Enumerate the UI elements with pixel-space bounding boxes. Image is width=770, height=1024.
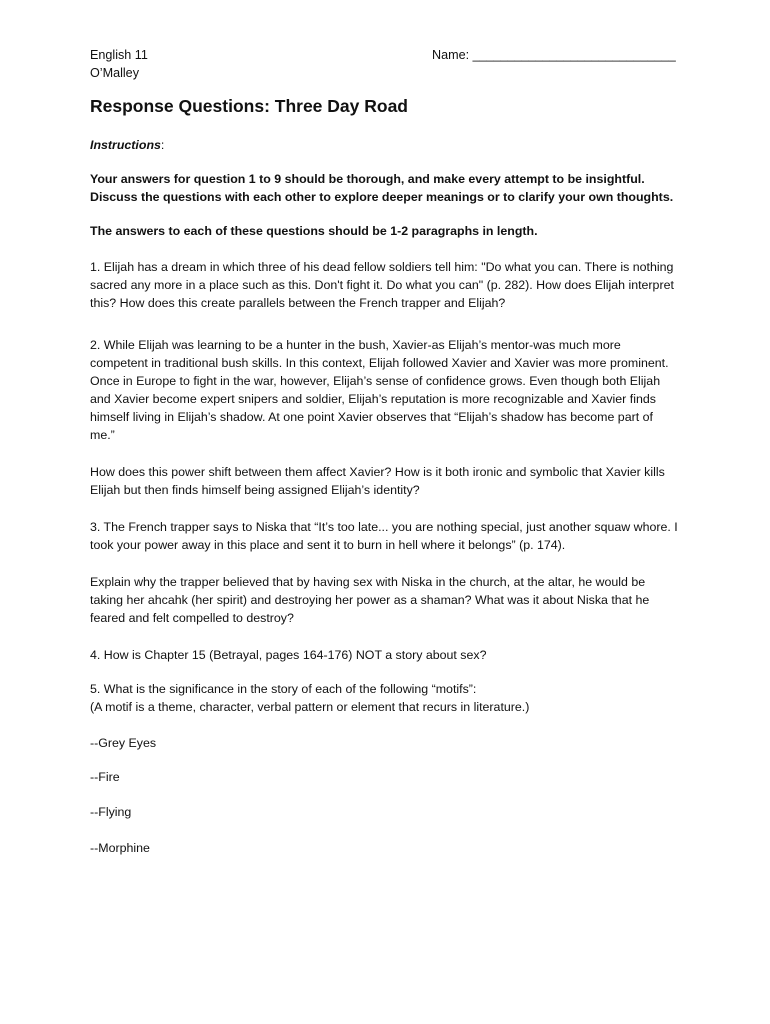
question-1: 1. Elijah has a dream in which three of his dead fellow soldiers tell him: "Do what you can. There is nothing sacred any more in a place such as this. Don't fight it. Do what you can" (p. 282). How does Elijah interpret this? How does this create parallels between the French trapper and Elijah? [90,260,674,310]
question-3-quote: 3. The French trapper says to Niska that “It’s too late... you are nothing special, just another squaw whore. I took your power away in this place and sent it to burn in hell where it belongs” (p. 174). [90,520,678,552]
instructions-line-1: Your answers for question 1 to 9 should be thorough, and make every attempt to be insightful. [90,172,645,186]
teacher-name: O’Malley [90,66,139,80]
question-2-prompt: 2. While Elijah was learning to be a hunter in the bush, Xavier-as Elijah’s mentor-was much more competent in traditional bush skills. In this context, Elijah followed Xavier and Xavier was more prominent. Once in Europe to fight in the war, however, Elijah’s sense of confidence grows. Even though both Elijah and Xavier become expert snipers and soldier, Elijah’s reputation is more recognizable and Xavier finds himself living in Elijah’s shadow. At one point Xavier observes that “Elijah’s shadow has become part of me.” [90,338,669,442]
instructions-label: Instructions [90,138,161,152]
instructions-text [90,170,680,206]
instructions-heading [90,136,680,154]
question-5-line-1: 5. What is the significance in the story of each of the following “motifs”: [90,682,477,696]
instructions-colon: : [160,138,165,152]
motif-item: --Morphine [90,841,150,855]
motif-item: --Fire [90,770,120,784]
question-2-question: How does this power shift between them affect Xavier? How is it both ironic and symbolic that Xavier kills Elijah but then finds himself being assigned Elijah’s identity? [90,465,665,497]
length-note: The answers to each of these questions should be 1-2 paragraphs in length. [90,224,538,238]
page-title: Response Questions: Three Day Road [90,96,408,116]
motif-item: --Grey Eyes [90,736,157,750]
question-5 [90,680,680,716]
instructions-line-2: Discuss the questions with each other to explore deeper meanings or to clarify your own thoughts. [90,190,674,204]
question-5-line-2: (A motif is a theme, character, verbal pattern or element that recurs in literature.) [90,700,530,714]
motif-item: --Flying [90,805,132,819]
question-4: 4. How is Chapter 15 (Betrayal, pages 164-176) NOT a story about sex? [90,648,487,662]
header-course-info [90,46,148,82]
question-3-question: Explain why the trapper believed that by having sex with Niska in the church, at the altar, he would be taking her ahcahk (her spirit) and destroying her power as a shaman? What was it about Niska that he feared and felt compelled to destroy? [90,575,650,625]
student-name-field: Name: _____________________________ [432,48,676,62]
course-name: English 11 [90,48,148,62]
